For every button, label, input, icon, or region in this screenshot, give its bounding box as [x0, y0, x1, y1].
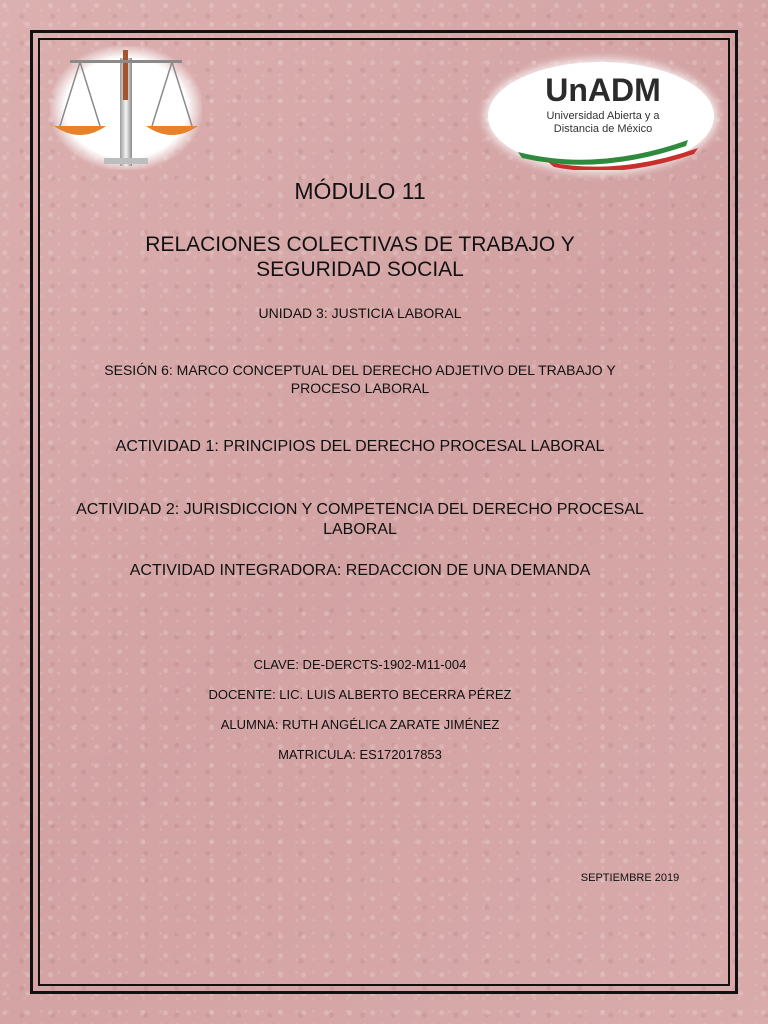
unadm-logo	[488, 62, 714, 170]
subject-title	[40, 232, 680, 282]
integrating-activity: ACTIVIDAD INTEGRADORA: REDACCION DE UNA DEMANDA	[129, 562, 591, 579]
module-title: MÓDULO 11	[294, 178, 426, 204]
activity-2-line2: LABORAL	[323, 521, 397, 538]
session-title-line2: PROCESO LABORAL	[290, 380, 430, 396]
unadm-logo-subtitle-line1: Universidad Abierta y a	[546, 110, 660, 122]
activity-2	[40, 500, 680, 540]
teacher-name: DOCENTE: LIC. LUIS ALBERTO BECERRA PÉREZ	[208, 687, 512, 702]
student-id: MATRICULA: ES172017853	[278, 747, 442, 762]
subject-title-line1: RELACIONES COLECTIVAS DE TRABAJO Y	[145, 233, 575, 256]
unadm-logo-subtitle-line2: Distancia de México	[553, 123, 653, 135]
session-title-line1: SESIÓN 6: MARCO CONCEPTUAL DEL DERECHO ADJETIVO DEL TRABAJO Y	[104, 362, 616, 378]
activity-1: ACTIVIDAD 1: PRINCIPIOS DEL DERECHO PROCESAL LABORAL	[115, 438, 605, 455]
student-name: ALUMNA: RUTH ANGÉLICA ZARATE JIMÉNEZ	[220, 717, 500, 732]
scales-of-justice-icon	[50, 46, 202, 170]
session-title	[40, 361, 680, 397]
unadm-logo-title: UnADM	[545, 72, 661, 108]
activity-2-line1: ACTIVIDAD 2: JURISDICCION Y COMPETENCIA DEL DERECHO PROCESAL	[76, 501, 644, 518]
unit-title: UNIDAD 3: JUSTICIA LABORAL	[258, 305, 462, 321]
date: SEPTIEMBRE 2019	[580, 872, 680, 884]
course-key: CLAVE: DE-DERCTS-1902-M11-004	[253, 657, 467, 672]
mexico-flag-swoosh-icon	[488, 132, 714, 170]
subject-title-line2: SEGURIDAD SOCIAL	[256, 258, 464, 281]
